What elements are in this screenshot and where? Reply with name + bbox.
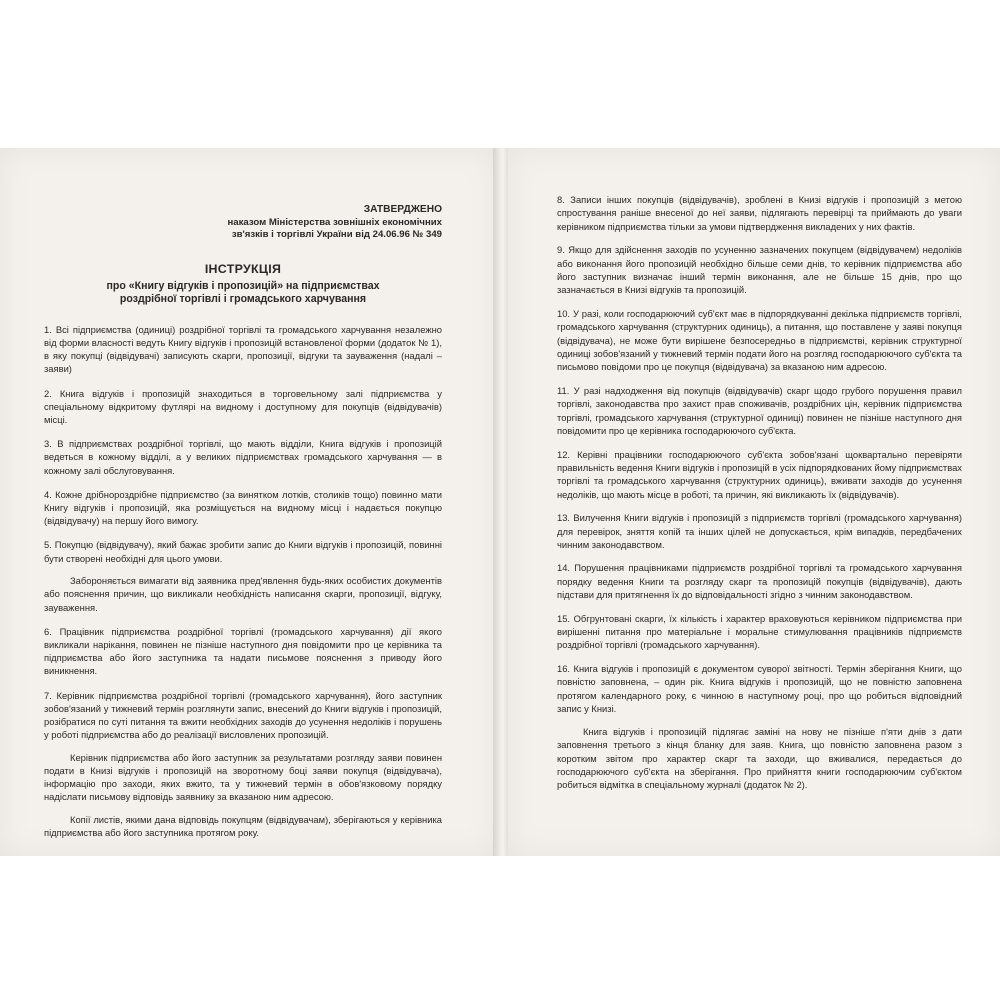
approval-line: наказом Міністерства зовнішніх економічних: [227, 216, 442, 228]
right-page: [508, 148, 1000, 856]
left-page: [0, 148, 497, 856]
paragraph: 11. У разі надходження від покупців (відвідувачів) скарг щодо грубого порушення правил торгівлі, законодавства про захист прав споживачів, роздрібних цін, керівник підприємства торгівлі, громадського харчування (структурної одиниці) повинен не пізніше наступного дня повідомити про це керівника господарюючого суб'єкта.: [557, 384, 962, 437]
paragraph: 12. Керівні працівники господарюючого суб'єкта зобов'язані щоквартально перевіряти правильність ведення Книги відгуків і пропозицій в усіх підпорядкованих йому підприємствах торгівлі та громадського харчування (структурних одиниць), вживати заходів до усунення недоліків, що мають місце в роботі, та причин, які викликають їх (відвідувачів).: [557, 448, 962, 500]
paragraph: 4. Кожне дрібнороздрібне підприємство (за винятком лотків, столиків тощо) повинно мати Книгу відгуків і пропозицій, яка розміщується на видному місці і надається покупцю (відвідувачу) на першу його вимогу.: [44, 488, 442, 527]
paragraph: Книга відгуків і пропозицій підлягає заміні на нову не пізніше п'яти днів з дати заповнення третього з кінця бланку для заяв. Книга, що повністю заповнена разом з коротким звітом про характер скарг та заходи, що вживалися, передається до господарюючого суб'єкта на зберігання. Про прийняття книги господарюючим суб'єктом робиться відмітка в спеціальному журналі (додаток № 2).: [557, 725, 962, 791]
approval-line: зв'язків і торгівлі України від 24.06.96 № 349: [231, 229, 442, 241]
paragraph: Копії листів, якими дана відповідь покупцям (відвідувачам), зберігаються у керівника підприємства або його заступника протягом року.: [44, 814, 442, 839]
paragraph: 2. Книга відгуків і пропозицій знаходиться в торговельному залі підприємства у спеціальному відкритому футлярі на видному і доступному для покупців (відвідувачів) місці.: [44, 387, 442, 425]
paragraph: Забороняється вимагати від заявника пред'явлення будь-яких особистих документів або пояснення причин, що викликали необхідність написання скарги, пропозиції, відгуку, зауваження.: [44, 575, 442, 613]
left-page-content: [44, 204, 442, 849]
paragraph: 10. У разі, коли господарюючий суб'єкт має в підпорядкуванні декілька підприємств торгівлі, громадського харчування (структурних одиниць), а питання, що поставлене у заяві покупця (відвідувача), не може бути вирішене безпосередньо в підприємстві, керівник структурної одиниці зобов'язаний у тижневий термін подати його на розгляд господарюючого суб'єкта та письмово повідоми про це покупця (відвідувача) за вказаною ним адресою.: [557, 307, 962, 373]
paragraph: 16. Книга відгуків і пропозицій є документом суворої звітності. Термін зберігання Книги, що повністю заповнена, – один рік. Книга відгуків і пропозицій, що не повністю заповнена протягом календарного року, є чинною в наступному році, про що робиться відповідний запис у Книзі.: [557, 662, 962, 714]
document-subtitle: [44, 280, 442, 307]
right-page-content: [557, 193, 962, 801]
paragraph: 15. Обгрунтовані скарги, їх кількість і характер враховуються керівником підприємства при вирішенні питання про матеріальне і моральне стимулювання працівників підприємств роздрібної торгівлі (громадського харчування).: [557, 612, 962, 651]
paragraph: 9. Якщо для здійснення заходів по усуненню зазначених покупцем (відвідувачем) недоліків або виконання його пропозицій необхідно більше семи днів, то керівник підприємства або його заступник визначає інший термін виконання, але не більше 15 днів, про що зазначається в Книзі відгуків та пропозицій.: [557, 244, 962, 296]
paragraph: 14. Порушення працівниками підприємств роздрібної торгівлі та громадського харчування порядку ведення Книги та розгляду скарг та пропозицій покупців (відвідувачів), дають підстави для притягнення їх до відповідальності згідно з чинним законодавством.: [557, 562, 962, 601]
paragraph: 3. В підприємствах роздрібної торгівлі, що мають відділи, Книга відгуків і пропозицій ведеться в кожному відділі, а у великих підприємствах громадського харчування — в кожному залі обслуговування.: [44, 438, 442, 476]
subtitle-line: роздрібної торгівлі і громадського харчування: [119, 293, 367, 306]
paragraph: 5. Покупцю (відвідувачу), який бажає зробити запис до Книги відгуків і пропозицій, повинні бути створені необхідні для цього умови.: [44, 539, 442, 564]
paragraph: 8. Записи інших покупців (відвідувачів), зроблені в Книзі відгуків і пропозицій з метою спростування раніше внесеної до неї заяви, підлягають перевірці та приймають до уваги керівником підприємства тільки за умови підтвердження викладених у них фактів.: [557, 194, 962, 232]
paragraph: 13. Вилучення Книги відгуків і пропозицій з підприємств торгівлі (громадського харчування) для перевірок, зняття копій та інших цілей не допускається, крім випадків, передбачених чинним законодавством.: [557, 512, 962, 550]
approval-block: [44, 204, 442, 242]
subtitle-line: про «Книгу відгуків і пропозицій» на підприємствах: [106, 279, 380, 292]
paragraph: Керівник підприємства або його заступник за результатами розгляду заяви повинен подати в Книзі відгуків і пропозицій на зворотному боці заяви покупця (відвідувача), інформацію про заходи, яких вжито, та у тижневий термін в обов'язковому порядку надіслати письмову відповідь заявнику за вказаною ним адресою.: [44, 751, 442, 803]
approval-stamp: ЗАТВЕРДЖЕНО: [363, 204, 442, 215]
document-title: ІНСТРУКЦІЯ: [204, 261, 282, 276]
paragraph: 7. Керівник підприємства роздрібної торгівлі (громадського харчування), його заступник зобов'язаний у тижневий термін розглянути запис, внесений до Книги відгуків і пропозицій, розібратися по суті питання та вжити необхідних заходів до усунення недоліків і порушень у роботі підприємства або до реалізації висловлених пропозицій.: [44, 689, 442, 741]
paragraph: 1. Всі підприємства (одиниці) роздрібної торгівлі та громадського харчування незалежно від форми власності ведуть Книгу відгуків і пропозицій встановленої форми (додаток № 1), в яку покупці (відвідувачі) записують скарги, пропозиції, відгуки та зауваження (надалі – заяви): [44, 323, 442, 375]
paragraph: 6. Працівник підприємства роздрібної торгівлі (громадського харчування) дії якого викликали нарікання, повинен не пізніше наступного дня повідомити про це керівника та підприємства або його заступника та надати письмове пояснення з приводу його виникнення.: [44, 625, 442, 677]
